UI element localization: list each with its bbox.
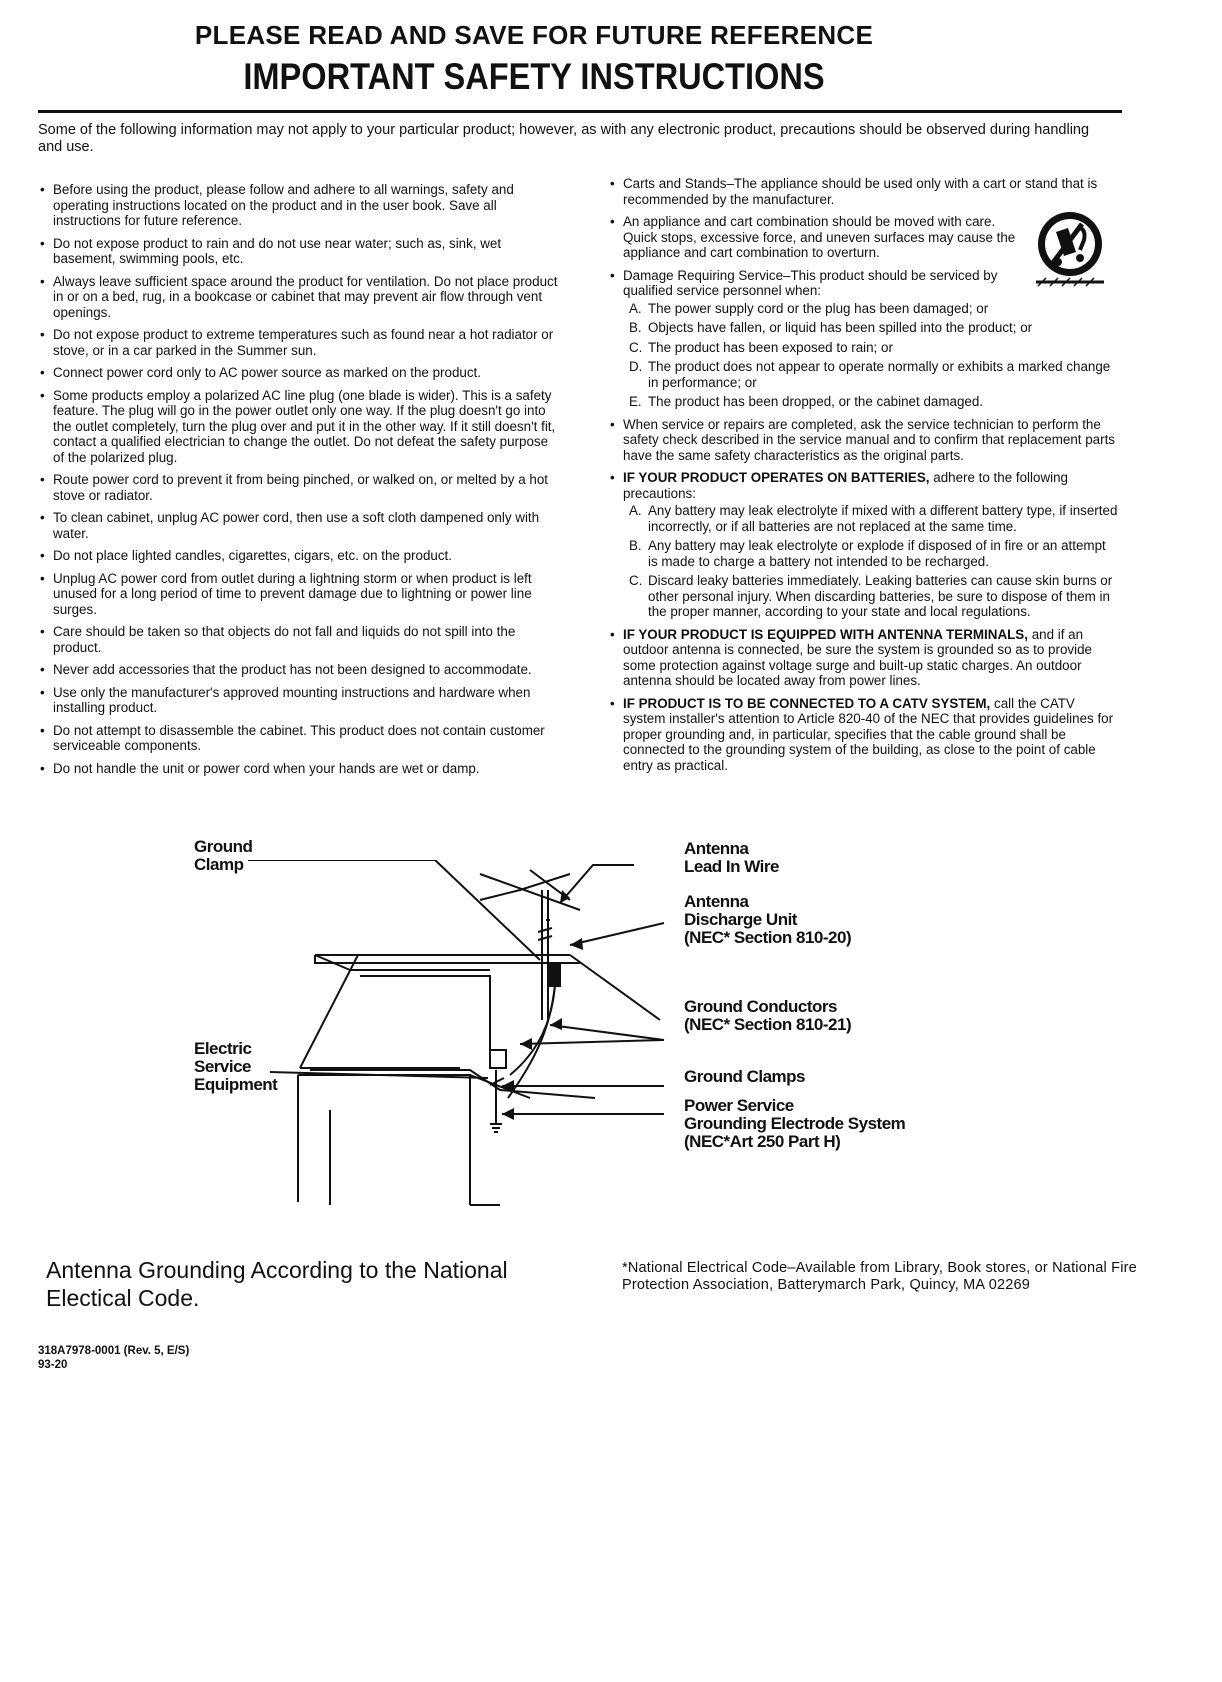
sub-marker: D. bbox=[629, 359, 643, 374]
ground-clamp-label: Ground Clamp bbox=[194, 837, 253, 874]
header-rule bbox=[38, 110, 1122, 113]
sub-text: Discard leaky batteries immediately. Leaking batteries can cause skin burns or other personal injury. When discarding batteries, be sure to dispose of them in the proper manner, according to your state and local regulations. bbox=[648, 573, 1113, 619]
sub-marker: C. bbox=[629, 339, 643, 355]
list-item: • Use only the manufacturer's approved mounting instructions and hardware when installing product. bbox=[38, 685, 558, 716]
antenna-grounding-diagram bbox=[190, 860, 970, 1230]
carts-item: • Carts and Stands–The appliance should be used only with a cart or stand that is recommended by the manufacturer. bbox=[608, 176, 1118, 207]
list-item: • Unplug AC power cord from outlet during a lightning storm or when product is left unused for a long period of time to prevent damage due to lightning or power line surges. bbox=[38, 571, 558, 618]
list-item: • Some products employ a polarized AC line plug (one blade is wider). This is a safety feature. The plug will go in the power outlet only one way. If the plug doesn't go into the outlet completely, turn the plug over and put it in the other way. If it still doesn't fit, contact a qualified electrician to change the outlet. Do not defeat the safety purpose of the polarized plug. bbox=[38, 388, 558, 466]
discharge-unit-label: Antenna Discharge Unit (NEC* Section 810-20) bbox=[684, 892, 852, 947]
catv-text: call the CATV system installer's attention to Article 820-40 of the NEC that provides guidelines for proper grounding and, in particular, specifies that the cable ground shall be connected to the grounding system of the building, as close to the point of cable entry as practical. bbox=[623, 695, 1114, 773]
list-item: • Do not handle the unit or power cord when your hands are wet or damp. bbox=[38, 761, 558, 777]
diagram-caption: Antenna Grounding According to the National Electical Code. bbox=[46, 1257, 508, 1311]
electric-service-label: Electric Service Equipment bbox=[194, 1039, 278, 1094]
antenna-text: and if an outdoor antenna is connected, be sure the system is grounded so as to provide some protection against voltage surge and built-up static charges. An outdoor antenna should be located away from power lines. bbox=[623, 626, 1092, 688]
sub-marker: A. bbox=[629, 503, 642, 518]
batteries-item bbox=[608, 470, 1118, 620]
list-item: • Connect power cord only to AC power source as marked on the product. bbox=[38, 365, 558, 381]
sub-text: The product does not appear to operate normally or exhibits a marked change in performance; or bbox=[648, 359, 1111, 390]
batteries-heading: IF YOUR PRODUCT OPERATES ON BATTERIES, bbox=[623, 470, 930, 485]
list-item: • Do not place lighted candles, cigarettes, cigars, etc. on the product. bbox=[38, 548, 558, 564]
cart-tipover-warning-icon bbox=[1028, 206, 1112, 290]
sub-text: The product has been dropped, or the cabinet damaged. bbox=[648, 394, 984, 409]
list-item: • Do not attempt to disassemble the cabinet. This product does not contain customer serviceable components. bbox=[38, 723, 558, 754]
list-item: • Do not expose product to rain and do not use near water; such as, sink, wet basement, swimming pools, etc. bbox=[38, 236, 558, 267]
catv-heading: IF PRODUCT IS TO BE CONNECTED TO A CATV SYSTEM, bbox=[623, 695, 991, 711]
header-line-1: PLEASE READ AND SAVE FOR FUTURE REFERENCE bbox=[194, 20, 874, 50]
sub-text: The power supply cord or the plug has been damaged; or bbox=[648, 300, 989, 316]
sub-text: Any battery may leak electrolyte if mixed with a different battery type, if inserted incorrectly, or if all batteries are not replaced at the same time. bbox=[648, 503, 1118, 534]
list-item bbox=[623, 503, 1118, 534]
service-check-item: • When service or repairs are completed, ask the service technician to perform the safety check described in the service manual and to confirm that replacement parts have the same safety characteristics as the original parts. bbox=[608, 417, 1118, 464]
list-item bbox=[623, 394, 1118, 410]
ground-conductors-label: Ground Conductors (NEC* Section 810-21) bbox=[684, 997, 852, 1034]
power-service-label: Power Service Grounding Electrode System (NEC*Art 250 Part H) bbox=[684, 1096, 906, 1151]
catv-item bbox=[608, 696, 1118, 774]
damage-intro: Damage Requiring Service–This product should be serviced by qualified service personnel when: bbox=[623, 267, 998, 298]
sub-text: Any battery may leak electrolyte or explode if disposed of in fire or an attempt is made to charge a battery not intended to be recharged. bbox=[648, 538, 1106, 569]
antenna-heading: IF YOUR PRODUCT IS EQUIPPED WITH ANTENNA TERMINALS, bbox=[623, 626, 1028, 642]
house-drawing bbox=[298, 955, 660, 1205]
sub-marker: E. bbox=[629, 394, 642, 409]
list-item bbox=[623, 359, 1118, 390]
part-number: 318A7978-0001 (Rev. 5, E/S) 93-20 bbox=[38, 1345, 190, 1371]
ground-clamps-label: Ground Clamps bbox=[684, 1067, 806, 1086]
list-item bbox=[623, 301, 1118, 317]
nec-footnote: *National Electrical Code–Available from Library, Book stores, or National Fire Protection Association, Batterymarch Park, Quincy, MA 02269 bbox=[622, 1260, 1137, 1293]
antenna-lead-label: Antenna Lead In Wire bbox=[684, 839, 779, 876]
list-item: • Care should be taken so that objects do not fall and liquids do not spill into the product. bbox=[38, 624, 558, 655]
list-item: • Before using the product, please follow and adhere to all warnings, safety and operating instructions located on the product and in the user book. Save all instructions for future reference. bbox=[38, 182, 558, 229]
list-item bbox=[623, 538, 1118, 569]
list-item: • To clean cabinet, unplug AC power cord, then use a soft cloth dampened only with water. bbox=[38, 510, 558, 541]
batteries-sublist bbox=[623, 503, 1118, 620]
damage-sublist bbox=[623, 301, 1118, 410]
sub-text: The product has been exposed to rain; or bbox=[648, 339, 893, 355]
sub-marker: B. bbox=[629, 538, 642, 553]
sub-marker: A. bbox=[629, 300, 642, 316]
list-item bbox=[623, 573, 1118, 620]
antenna-item bbox=[608, 627, 1118, 689]
list-item bbox=[623, 320, 1118, 336]
header-title: IMPORTANT SAFETY INSTRUCTIONS bbox=[243, 56, 825, 97]
cart-combination-item: • An appliance and cart combination should be moved with care. Quick stops, excessive force, and uneven surfaces may cause the appliance and cart combination to overturn. bbox=[608, 214, 1118, 261]
sub-marker: C. bbox=[629, 573, 643, 588]
list-item: • Always leave sufficient space around the product for ventilation. Do not place product in or on a bed, rug, in a bookcase or cabinet that may prevent air flow through vent openings. bbox=[38, 274, 558, 321]
list-item: • Never add accessories that the product has not been designed to accommodate. bbox=[38, 662, 558, 678]
intro-paragraph: Some of the following information may not apply to your particular product; however, as with any electronic product, precautions should be observed during handling and use. bbox=[38, 122, 1090, 155]
list-item: • Do not expose product to extreme temperatures such as found near a hot radiator or stove, or in a car parked in the Summer sun. bbox=[38, 327, 558, 358]
antenna-mast bbox=[480, 870, 580, 1098]
sub-marker: B. bbox=[629, 320, 642, 335]
list-item bbox=[623, 340, 1118, 356]
batteries-text: adhere to the following precautions: bbox=[623, 470, 1068, 501]
sub-text: Objects have fallen, or liquid has been spilled into the product; or bbox=[648, 320, 1033, 335]
list-item: • Route power cord to prevent it from being pinched, or walked on, or melted by a hot stove or radiator. bbox=[38, 472, 558, 503]
left-safety-list bbox=[38, 182, 558, 783]
